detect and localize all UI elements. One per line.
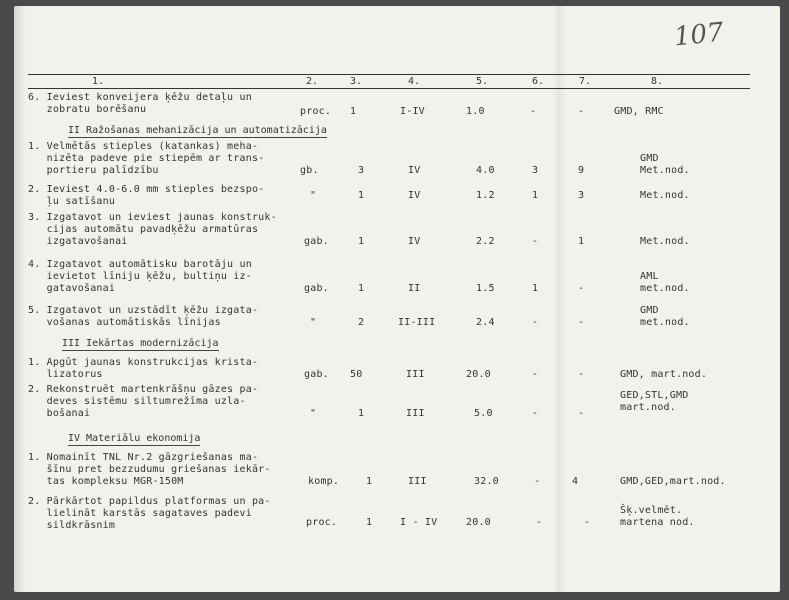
- row-9-description: 1. Nomainīt TNL Nr.2 gāzgriešanas ma- šīnu pret bezzudumu griešanas iekār- tas kompleksu MGR-150M: [28, 452, 271, 487]
- row-4-description: 3. Izgatavot un ieviest jaunas konstruk- cijas automātu pavadķēžu armatūras izgatavošanai: [28, 212, 277, 247]
- row-2-description: 1. Velmētās stieples (katankas) meha- nizēta padeve pie stiepēm ar trans- portieru palīdzību: [28, 141, 265, 176]
- row-3-responsible: Met.nod.: [640, 190, 690, 201]
- page-fold: [552, 6, 566, 592]
- row-4-period: IV: [408, 236, 421, 247]
- row-6-col7: -: [578, 317, 585, 328]
- row-8-cost: 5.0: [474, 408, 493, 419]
- row-3-col6: 1: [532, 190, 539, 201]
- row-10-col7: -: [584, 517, 591, 528]
- row-9-qty: 1: [366, 476, 373, 487]
- row-4-cost: 2.2: [476, 236, 495, 247]
- row-10-period: I - IV: [400, 517, 438, 528]
- row-10-cost: 20.0: [466, 517, 491, 528]
- row-9-responsible: GMD,GED,mart.nod.: [620, 476, 726, 487]
- row-1-unit: proc.: [300, 106, 332, 117]
- row-5-responsible: AML met.nod.: [640, 271, 690, 294]
- col-header-3: 3.: [350, 76, 363, 87]
- col-header-2: 2.: [306, 76, 319, 87]
- col-header-1: 1.: [92, 76, 105, 87]
- row-8-qty: 1: [358, 408, 365, 419]
- row-8-unit: ": [310, 408, 317, 419]
- row-5-description: 4. Izgatavot automātisku barotāju un ievietot līniju ķēžu, bultiņu iz- gatavošanai: [28, 259, 252, 294]
- row-6-unit: ": [310, 317, 317, 328]
- row-6-description: 5. Izgatavot un uzstādīt ķēžu izgata- vošanas automātiskās līnijas: [28, 305, 259, 328]
- row-2-col6: 3: [532, 165, 539, 176]
- row-8-description: 2. Rekonstruēt martenkrāšņu gāzes pa- deves sistēmu siltumrežīma uzla- bošanai: [28, 384, 259, 419]
- section-heading-4: IV Materiālu ekonomija: [68, 433, 201, 444]
- page-edge-shadow: [14, 6, 26, 592]
- row-2-unit: gb.: [300, 165, 319, 176]
- row-1-description: 6. Ieviest konveijera ķēžu detaļu un zobratu borēšanu: [28, 92, 252, 115]
- row-10-description: 2. Pārkārtot papildus platformas un pa- lielināt karstās sagataves padevi sildkrāsnim: [28, 496, 271, 531]
- row-5-cost: 1.5: [476, 283, 495, 294]
- col-header-6: 6.: [532, 76, 545, 87]
- row-1-cost: 1.0: [466, 106, 485, 117]
- col-header-4: 4.: [408, 76, 421, 87]
- row-7-period: III: [406, 369, 425, 380]
- row-6-qty: 2: [358, 317, 365, 328]
- row-1-col7: -: [578, 106, 585, 117]
- row-9-period: III: [408, 476, 427, 487]
- row-2-col7: 9: [578, 165, 585, 176]
- row-8-period: III: [406, 408, 425, 419]
- row-4-unit: gab.: [304, 236, 329, 247]
- row-3-col7: 3: [578, 190, 585, 201]
- row-7-qty: 50: [350, 369, 363, 380]
- row-3-cost: 1.2: [476, 190, 495, 201]
- row-3-unit: ": [310, 190, 317, 201]
- row-1-period: I-IV: [400, 106, 425, 117]
- row-4-col7: 1: [578, 236, 585, 247]
- section-heading-2: II Ražošanas mehanizācija un automatizācija: [68, 125, 327, 136]
- row-3-description: 2. Ieviest 4.0-6.0 mm stieples bezspo- ļu satīšanu: [28, 184, 265, 207]
- row-8-responsible: GED,STL,GMD mart.nod.: [620, 390, 689, 413]
- row-1-col6: -: [530, 106, 537, 117]
- row-5-unit: gab.: [304, 283, 329, 294]
- row-2-cost: 4.0: [476, 165, 495, 176]
- row-9-col7: 4: [572, 476, 579, 487]
- col-header-5: 5.: [476, 76, 489, 87]
- row-6-cost: 2.4: [476, 317, 495, 328]
- row-2-period: IV: [408, 165, 421, 176]
- col-header-8: 8.: [651, 76, 664, 87]
- header-bottom-rule: [28, 88, 750, 89]
- header-top-rule: [28, 74, 750, 75]
- row-7-col7: -: [578, 369, 585, 380]
- row-7-cost: 20.0: [466, 369, 491, 380]
- row-5-col7: -: [578, 283, 585, 294]
- row-6-col6: -: [532, 317, 539, 328]
- row-10-qty: 1: [366, 517, 373, 528]
- row-6-responsible: GMD met.nod.: [640, 305, 690, 328]
- row-2-responsible: GMD Met.nod.: [640, 153, 690, 176]
- document-page: [14, 6, 780, 592]
- row-8-col7: -: [578, 408, 585, 419]
- row-4-qty: 1: [358, 236, 365, 247]
- section-heading-3: III Iekārtas modernizācija: [62, 338, 219, 349]
- row-7-col6: -: [532, 369, 539, 380]
- row-10-col6: -: [536, 517, 543, 528]
- row-1-qty: 1: [350, 106, 357, 117]
- row-7-description: 1. Apgūt jaunas konstrukcijas krista- lizatorus: [28, 357, 259, 380]
- row-9-cost: 32.0: [474, 476, 499, 487]
- row-5-qty: 1: [358, 283, 365, 294]
- row-5-col6: 1: [532, 283, 539, 294]
- row-7-responsible: GMD, mart.nod.: [620, 369, 708, 380]
- row-9-unit: komp.: [308, 476, 340, 487]
- col-header-7: 7.: [579, 76, 592, 87]
- row-1-responsible: GMD, RMC: [614, 106, 664, 117]
- page-number: 107: [672, 17, 726, 53]
- row-4-responsible: Met.nod.: [640, 236, 690, 247]
- row-6-period: II-III: [398, 317, 436, 328]
- row-8-col6: -: [532, 408, 539, 419]
- row-3-period: IV: [408, 190, 421, 201]
- row-3-qty: 1: [358, 190, 365, 201]
- row-7-unit: gab.: [304, 369, 329, 380]
- row-2-qty: 3: [358, 165, 365, 176]
- row-5-period: II: [408, 283, 421, 294]
- row-4-col6: -: [532, 236, 539, 247]
- row-10-unit: proc.: [306, 517, 338, 528]
- row-9-col6: -: [534, 476, 541, 487]
- row-10-responsible: Šķ.velmēt. martena nod.: [620, 505, 695, 528]
